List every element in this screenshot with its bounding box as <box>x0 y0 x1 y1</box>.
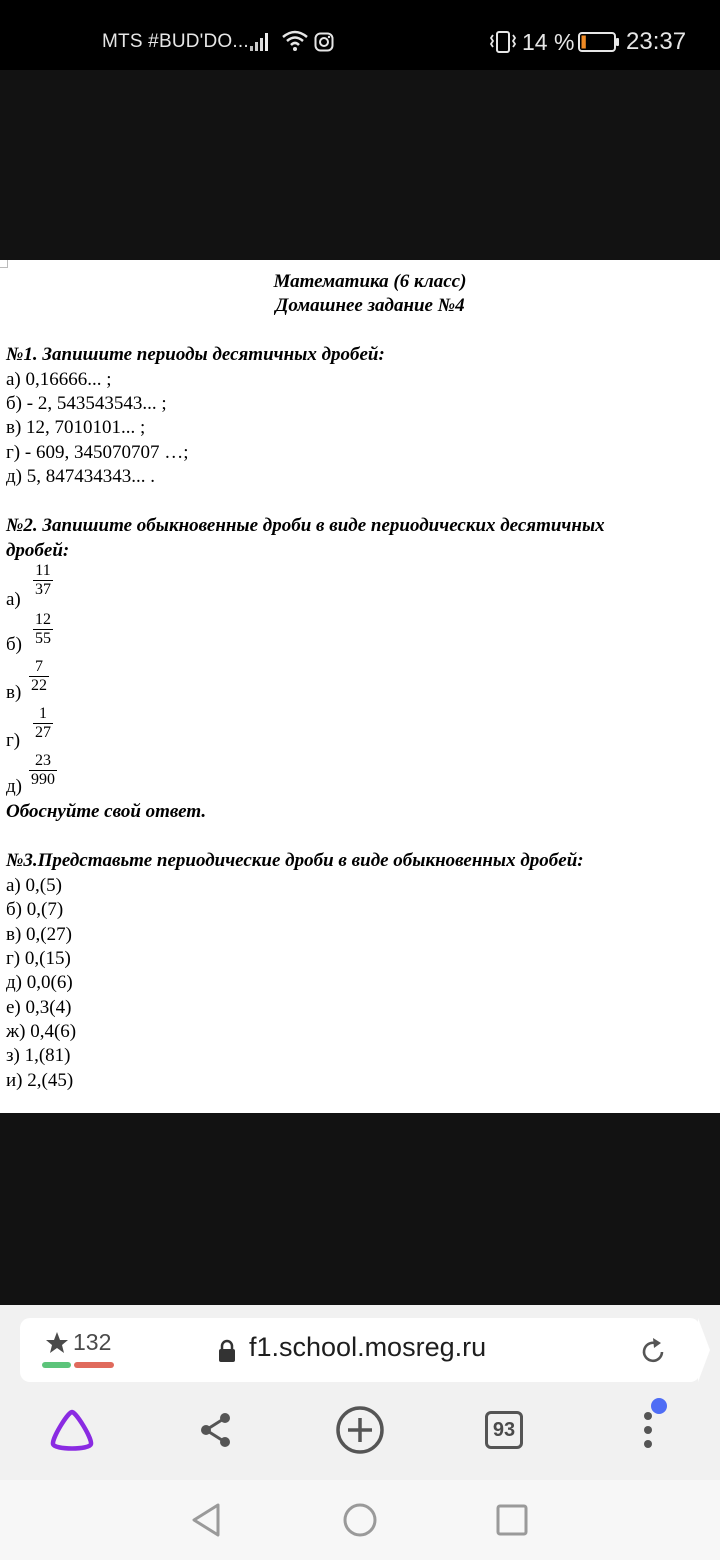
doc-subtitle: Домашнее задание №4 <box>275 295 465 316</box>
fraction <box>33 611 53 648</box>
fraction-denominator: 27 <box>35 724 51 741</box>
browser-chrome <box>0 1305 720 1480</box>
rating-bar <box>42 1362 114 1368</box>
battery-icon <box>578 32 620 52</box>
task3-heading: №3.Представьте периодические дроби в виде обыкновенных дробей: <box>6 850 584 871</box>
task3-item: е) 0,3(4) <box>6 997 72 1018</box>
reload-icon[interactable] <box>641 1337 667 1365</box>
battery-percent: 14 % <box>522 29 575 55</box>
more-icon <box>642 1410 654 1450</box>
signal-icon <box>249 31 271 51</box>
more-button[interactable] <box>618 1400 678 1460</box>
alice-icon <box>48 1408 96 1452</box>
task3-item: д) 0,0(6) <box>6 972 73 993</box>
lock-icon <box>217 1339 237 1363</box>
task2-item-label: г) <box>6 730 21 751</box>
task3-item: и) 2,(45) <box>6 1070 74 1091</box>
task3-item: ж) 0,4(6) <box>6 1021 77 1042</box>
wifi-icon <box>281 30 309 52</box>
fraction <box>29 752 57 789</box>
viewer-background-bottom <box>0 1113 720 1305</box>
tabs-button[interactable] <box>474 1400 534 1460</box>
notification-dot <box>651 1398 667 1414</box>
carrier-name: MTS #BUD'DO... <box>102 31 249 52</box>
new-tab-button[interactable] <box>330 1400 390 1460</box>
task1-item: в) 12, 7010101... ; <box>6 417 146 438</box>
fraction-denominator: 990 <box>31 771 55 788</box>
system-nav-bar <box>0 1480 720 1560</box>
doc-title: Математика (6 класс) <box>273 271 467 292</box>
fraction <box>33 562 53 599</box>
fraction-denominator: 22 <box>31 677 47 694</box>
viewer-background-top <box>0 70 720 260</box>
task3-item: в) 0,(27) <box>6 924 72 945</box>
task1-item: д) 5, 847434343... . <box>6 466 155 487</box>
fraction <box>29 658 49 695</box>
task2-note: Обоснуйте свой ответ. <box>6 801 207 822</box>
share-icon <box>198 1411 234 1449</box>
fraction-numerator: 1 <box>39 705 47 722</box>
url-text[interactable]: f1.school.mosreg.ru <box>249 1332 487 1362</box>
task3-item: а) 0,(5) <box>6 875 62 896</box>
vibrate-icon <box>488 31 518 53</box>
task3-item: з) 1,(81) <box>6 1045 71 1066</box>
home-icon[interactable] <box>342 1502 378 1538</box>
share-button[interactable] <box>186 1400 246 1460</box>
task1-heading: №1. Запишите периоды десятичных дробей: <box>6 344 385 365</box>
task2-heading-cont: дробей: <box>6 540 70 561</box>
instagram-icon <box>314 32 334 52</box>
fraction-denominator: 55 <box>35 630 51 647</box>
fraction-denominator: 37 <box>35 581 51 598</box>
site-rating[interactable] <box>45 1329 111 1356</box>
back-icon[interactable] <box>190 1502 222 1538</box>
page-corner-mark <box>0 260 8 268</box>
task3-item: б) 0,(7) <box>6 899 64 920</box>
document-page <box>0 260 720 1113</box>
clock: 23:37 <box>626 28 687 55</box>
fraction-numerator: 11 <box>35 562 51 579</box>
fraction-numerator: 12 <box>35 611 51 628</box>
alice-button[interactable] <box>42 1400 102 1460</box>
task1-item: а) 0,16666... ; <box>6 369 112 390</box>
recents-icon[interactable] <box>496 1502 528 1538</box>
new-tab-icon <box>335 1405 385 1455</box>
task2-item-label: а) <box>6 589 21 610</box>
address-bar[interactable] <box>20 1318 700 1382</box>
fraction-numerator: 7 <box>35 658 43 675</box>
browser-toolbar <box>0 1395 720 1475</box>
task2-heading: №2. Запишите обыкновенные дроби в виде периодических десятичных <box>6 515 605 536</box>
fraction-numerator: 23 <box>35 752 51 769</box>
status-bar <box>0 0 720 70</box>
rating-value: 132 <box>73 1329 112 1355</box>
tab-count: 93 <box>492 1418 516 1441</box>
task1-item: б) - 2, 543543543... ; <box>6 393 167 414</box>
tabs-icon <box>485 1411 523 1449</box>
star-icon <box>45 1331 69 1355</box>
task2-item-label: в) <box>6 682 22 703</box>
task2-item-label: б) <box>6 634 22 655</box>
task3-item: г) 0,(15) <box>6 948 71 969</box>
task1-item: г) - 609, 345070707 …; <box>6 442 189 463</box>
task2-item-label: д) <box>6 776 22 797</box>
fraction <box>33 705 53 742</box>
